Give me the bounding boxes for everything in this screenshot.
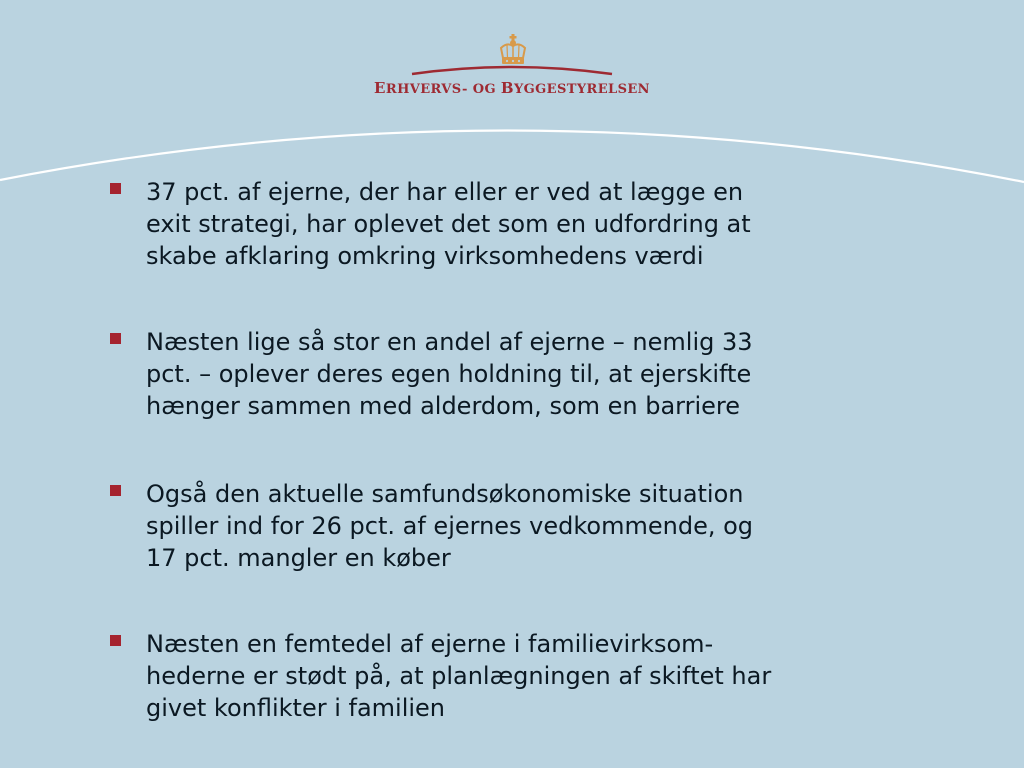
bullet-line: hederne er stødt på, at planlægningen af skiftet har — [146, 662, 772, 690]
bullet-line: givet konflikter i familien — [146, 694, 446, 722]
bullet-text — [146, 176, 896, 272]
bullet-line: pct. – oplever deres egen holdning til, at ejerskifte — [146, 360, 752, 388]
bullet-text — [146, 628, 896, 724]
bullet-line: 37 pct. af ejerne, der har eller er ved at lægge en — [146, 178, 744, 206]
square-bullet-icon — [110, 485, 121, 496]
org-name-initial-1: E — [374, 79, 386, 97]
org-name-part-2: YGGESTYRELSEN — [514, 82, 650, 97]
bullet-line: spiller ind for 26 pct. af ejernes vedkommende, og — [146, 512, 754, 540]
square-bullet-icon — [110, 183, 121, 194]
org-name-initial-2: B — [500, 79, 514, 97]
bullet-text — [146, 478, 896, 574]
bullet-line: Også den aktuelle samfundsøkonomiske situation — [146, 480, 744, 508]
bullet-line: exit strategi, har oplevet det som en udfordring at — [146, 210, 751, 238]
square-bullet-icon — [110, 635, 121, 646]
bullet-line: Næsten en femtedel af ejerne i familievirksom- — [146, 630, 714, 658]
square-bullet-icon — [110, 333, 121, 344]
bullet-line: skabe afklaring omkring virksomhedens værdi — [146, 242, 704, 270]
bullet-line: hænger sammen med alderdom, som en barriere — [146, 392, 741, 420]
bullet-line: Næsten lige så stor en andel af ejerne – nemlig 33 — [146, 328, 753, 356]
bullet-text — [146, 326, 896, 422]
bullet-line: 17 pct. mangler en køber — [146, 544, 451, 572]
org-name-part-1: RHVERVS- OG — [385, 82, 501, 97]
